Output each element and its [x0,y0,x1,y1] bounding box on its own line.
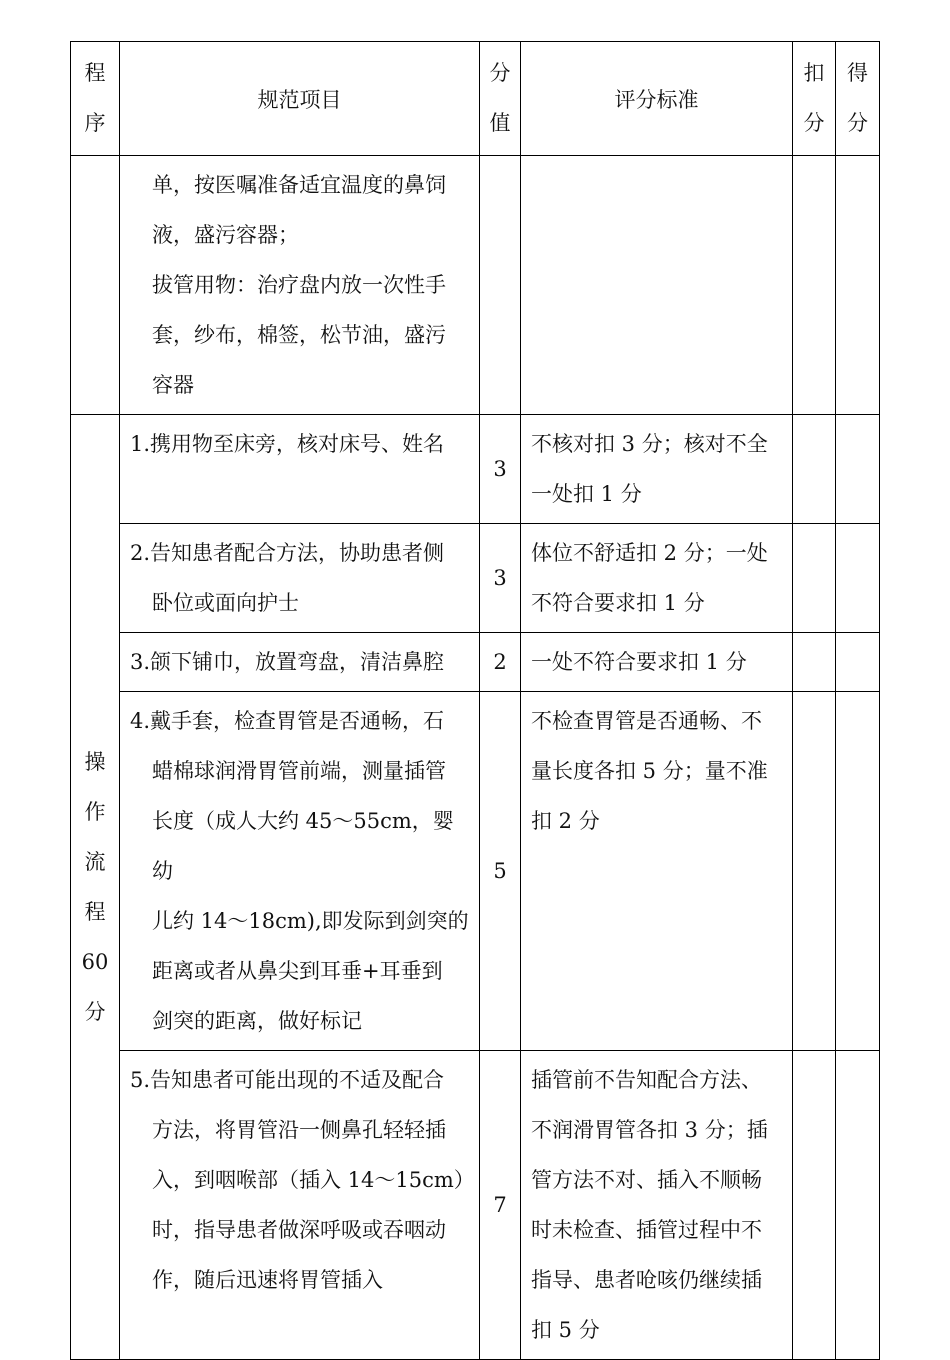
prep-line: 容器 [152,373,194,397]
header-item: 规范项目 [120,42,480,156]
score-cell [836,692,880,1051]
item-cell: 5.告知患者可能出现的不适及配合 方法，将胃管沿一侧鼻孔轻轻插 入，到咽喉部（插入 14～15cm） 时，指导患者做深呼吸或吞咽动 作，随后迅速将胃管插入 [120,1051,480,1360]
prep-points-cell [480,156,521,415]
deduct-cell [793,633,836,692]
criteria-cell: 不检查胃管是否通畅、不 量长度各扣 5 分；量不准 扣 2 分 [521,692,793,1051]
table-row [71,692,880,1051]
prep-deduct-cell [793,156,836,415]
prep-line: 拔管用物：治疗盘内放一次性手 [152,273,446,297]
item-cell: 2.告知患者配合方法，协助患者侧 卧位或面向护士 [120,524,480,633]
score-cell [836,1051,880,1360]
item-cell: 3.颌下铺巾，放置弯盘，清洁鼻腔 [120,633,480,692]
scoring-table [70,41,880,1360]
header-row [71,42,880,156]
prep-line: 单，按医嘱准备适宜温度的鼻饲 [152,173,446,197]
header-deduct: 扣 分 [793,42,836,156]
points-cell: 5 [480,692,521,1051]
deduct-cell [793,692,836,1051]
header-points: 分 值 [480,42,521,156]
prep-line: 套，纱布，棉签，松节油，盛污 [152,323,446,347]
item-cell: 4.戴手套，检查胃管是否通畅，石 蜡棉球润滑胃管前端，测量插管 长度（成人大约 45～55cm，婴幼 儿约 14～18cm),即发际到剑突的 距离或者从鼻尖到耳垂+耳垂到 剑突的距离，做好标记 [120,692,480,1051]
prep-procedure-cell [71,156,120,415]
table-row [71,633,880,692]
header-criteria: 评分标准 [521,42,793,156]
criteria-cell: 不核对扣 3 分；核对不全 一处扣 1 分 [521,415,793,524]
prep-item-cell [120,156,480,415]
table-row [71,415,880,524]
header-score: 得 分 [836,42,880,156]
prep-score-cell [836,156,880,415]
score-cell [836,524,880,633]
deduct-cell [793,1051,836,1360]
points-cell: 2 [480,633,521,692]
section-label: 操 作 流 程 60 分 [71,415,120,1360]
header-procedure: 程 序 [71,42,120,156]
points-cell: 7 [480,1051,521,1360]
criteria-cell: 一处不符合要求扣 1 分 [521,633,793,692]
score-cell [836,633,880,692]
criteria-cell: 插管前不告知配合方法、 不润滑胃管各扣 3 分；插 管方法不对、插入不顺畅 时未检查、插管过程中不 指导、患者呛咳仍继续插 扣 5 分 [521,1051,793,1360]
prep-criteria-cell [521,156,793,415]
table-row [71,1051,880,1360]
score-cell [836,415,880,524]
prep-row [71,156,880,415]
item-cell: 1.携用物至床旁，核对床号、姓名 [120,415,480,524]
deduct-cell [793,524,836,633]
points-cell: 3 [480,524,521,633]
table-row [71,524,880,633]
points-cell: 3 [480,415,521,524]
prep-line: 液，盛污容器； [152,223,299,247]
deduct-cell [793,415,836,524]
criteria-cell: 体位不舒适扣 2 分；一处 不符合要求扣 1 分 [521,524,793,633]
